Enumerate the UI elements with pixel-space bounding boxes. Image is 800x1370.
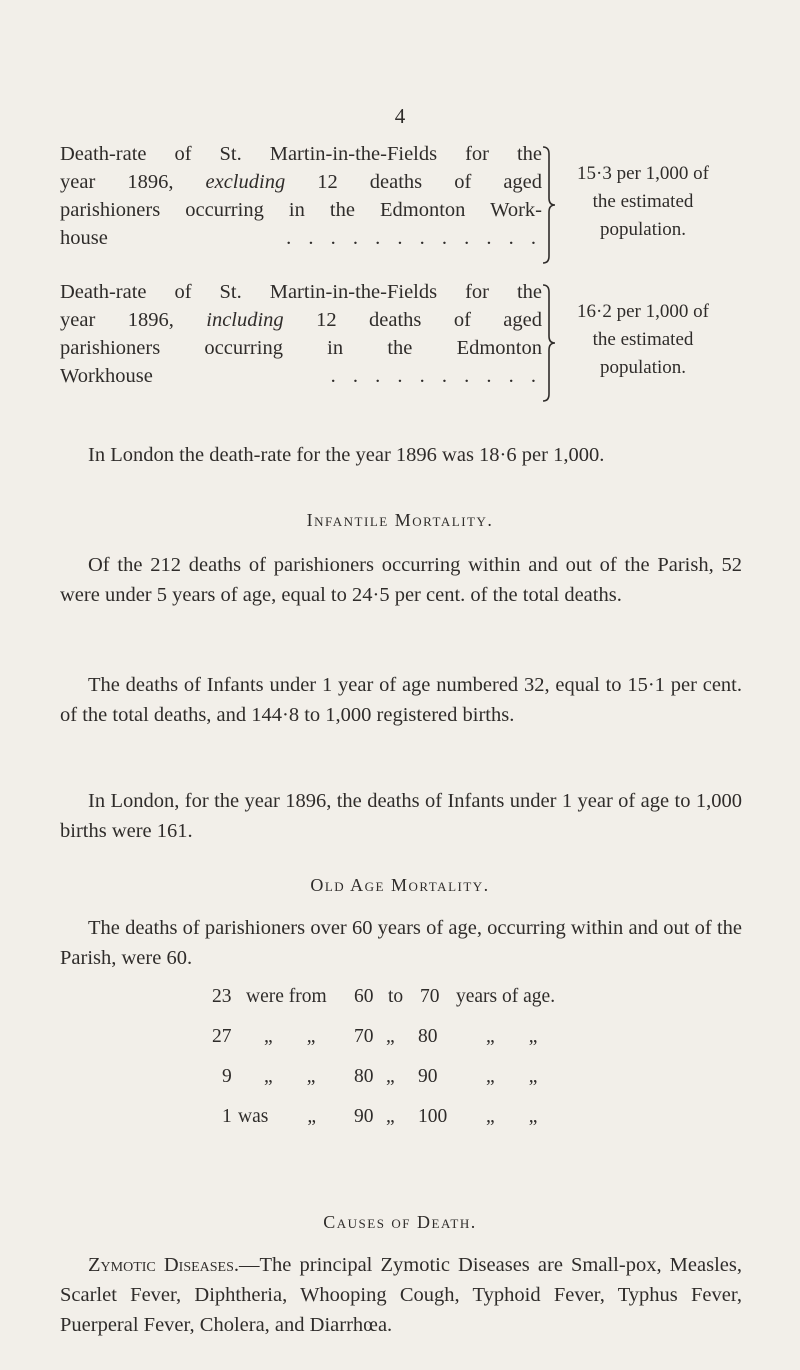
infantile-mortality-heading: Infantile Mortality. bbox=[306, 510, 494, 530]
text-line: year 1896, including 12 deaths of aged bbox=[60, 309, 543, 331]
right-brace-icon bbox=[542, 146, 556, 264]
death-rate-excluding-result: 15·3 per 1,000 of the estimated population. bbox=[577, 163, 709, 240]
text-line: house . . . . . . . . . . . . bbox=[60, 224, 542, 252]
death-rate-excluding bbox=[60, 140, 760, 270]
zymotic-diseases-paragraph: Zymotic Diseases.—The principal Zymotic Diseases are Small-pox, Measles, Scarlet Fever, Diphtheria, Whooping Cough, Typhoid Fever, Typhus Fever, Puerperal Fever, Cholera, and Diarrhœa. bbox=[60, 1254, 742, 1336]
text-line: parishioners occurring in the Edmonton bbox=[60, 337, 542, 359]
text-line: Workhouse . . . . . . . . . . bbox=[60, 362, 542, 390]
emphasis-including: including bbox=[206, 309, 284, 331]
right-brace-icon bbox=[542, 284, 556, 402]
old-age-mortality-heading: Old Age Mortality. bbox=[310, 875, 490, 895]
death-rate-including-text bbox=[60, 278, 542, 390]
zymotic-diseases-lead: Zymotic Diseases. bbox=[88, 1254, 240, 1276]
old-age-paragraph: The deaths of parishioners over 60 years of age, occurring within and out of the Parish, were 60. bbox=[60, 917, 742, 969]
infantile-paragraph-1: Of the 212 deaths of parishioners occurring within and out of the Parish, 52 were under 5 years of age, equal to 24·5 per cent. of the total deaths. bbox=[60, 554, 742, 606]
death-rate-including-result: 16·2 per 1,000 of the estimated population. bbox=[577, 301, 709, 378]
infantile-paragraph-2: The deaths of Infants under 1 year of age numbered 32, equal to 15·1 per cent. of the total deaths, and 144·8 to 1,000 registered births. bbox=[60, 674, 742, 726]
london-death-rate: In London the death-rate for the year 1896 was 18·6 per 1,000. bbox=[88, 444, 605, 466]
causes-of-death-heading: Causes of Death. bbox=[323, 1212, 477, 1232]
text-line: year 1896, excluding 12 deaths of aged bbox=[60, 171, 543, 193]
leader-dots: . . . . . . . . . . . . bbox=[286, 227, 542, 249]
emphasis-excluding: excluding bbox=[205, 171, 286, 193]
leader-dots: . . . . . . . . . . bbox=[330, 365, 542, 387]
page-number: 4 bbox=[394, 104, 406, 128]
text-line: Death-rate of St. Martin-in-the-Fields for the bbox=[60, 143, 542, 165]
death-rate-including bbox=[60, 278, 760, 408]
text-line: Death-rate of St. Martin-in-the-Fields for the bbox=[60, 281, 542, 303]
text-line: parishioners occurring in the Edmonton Work- bbox=[60, 199, 542, 221]
death-rate-excluding-text bbox=[60, 140, 542, 252]
infantile-paragraph-3: In London, for the year 1896, the deaths of Infants under 1 year of age to 1,000 births were 161. bbox=[60, 790, 742, 842]
